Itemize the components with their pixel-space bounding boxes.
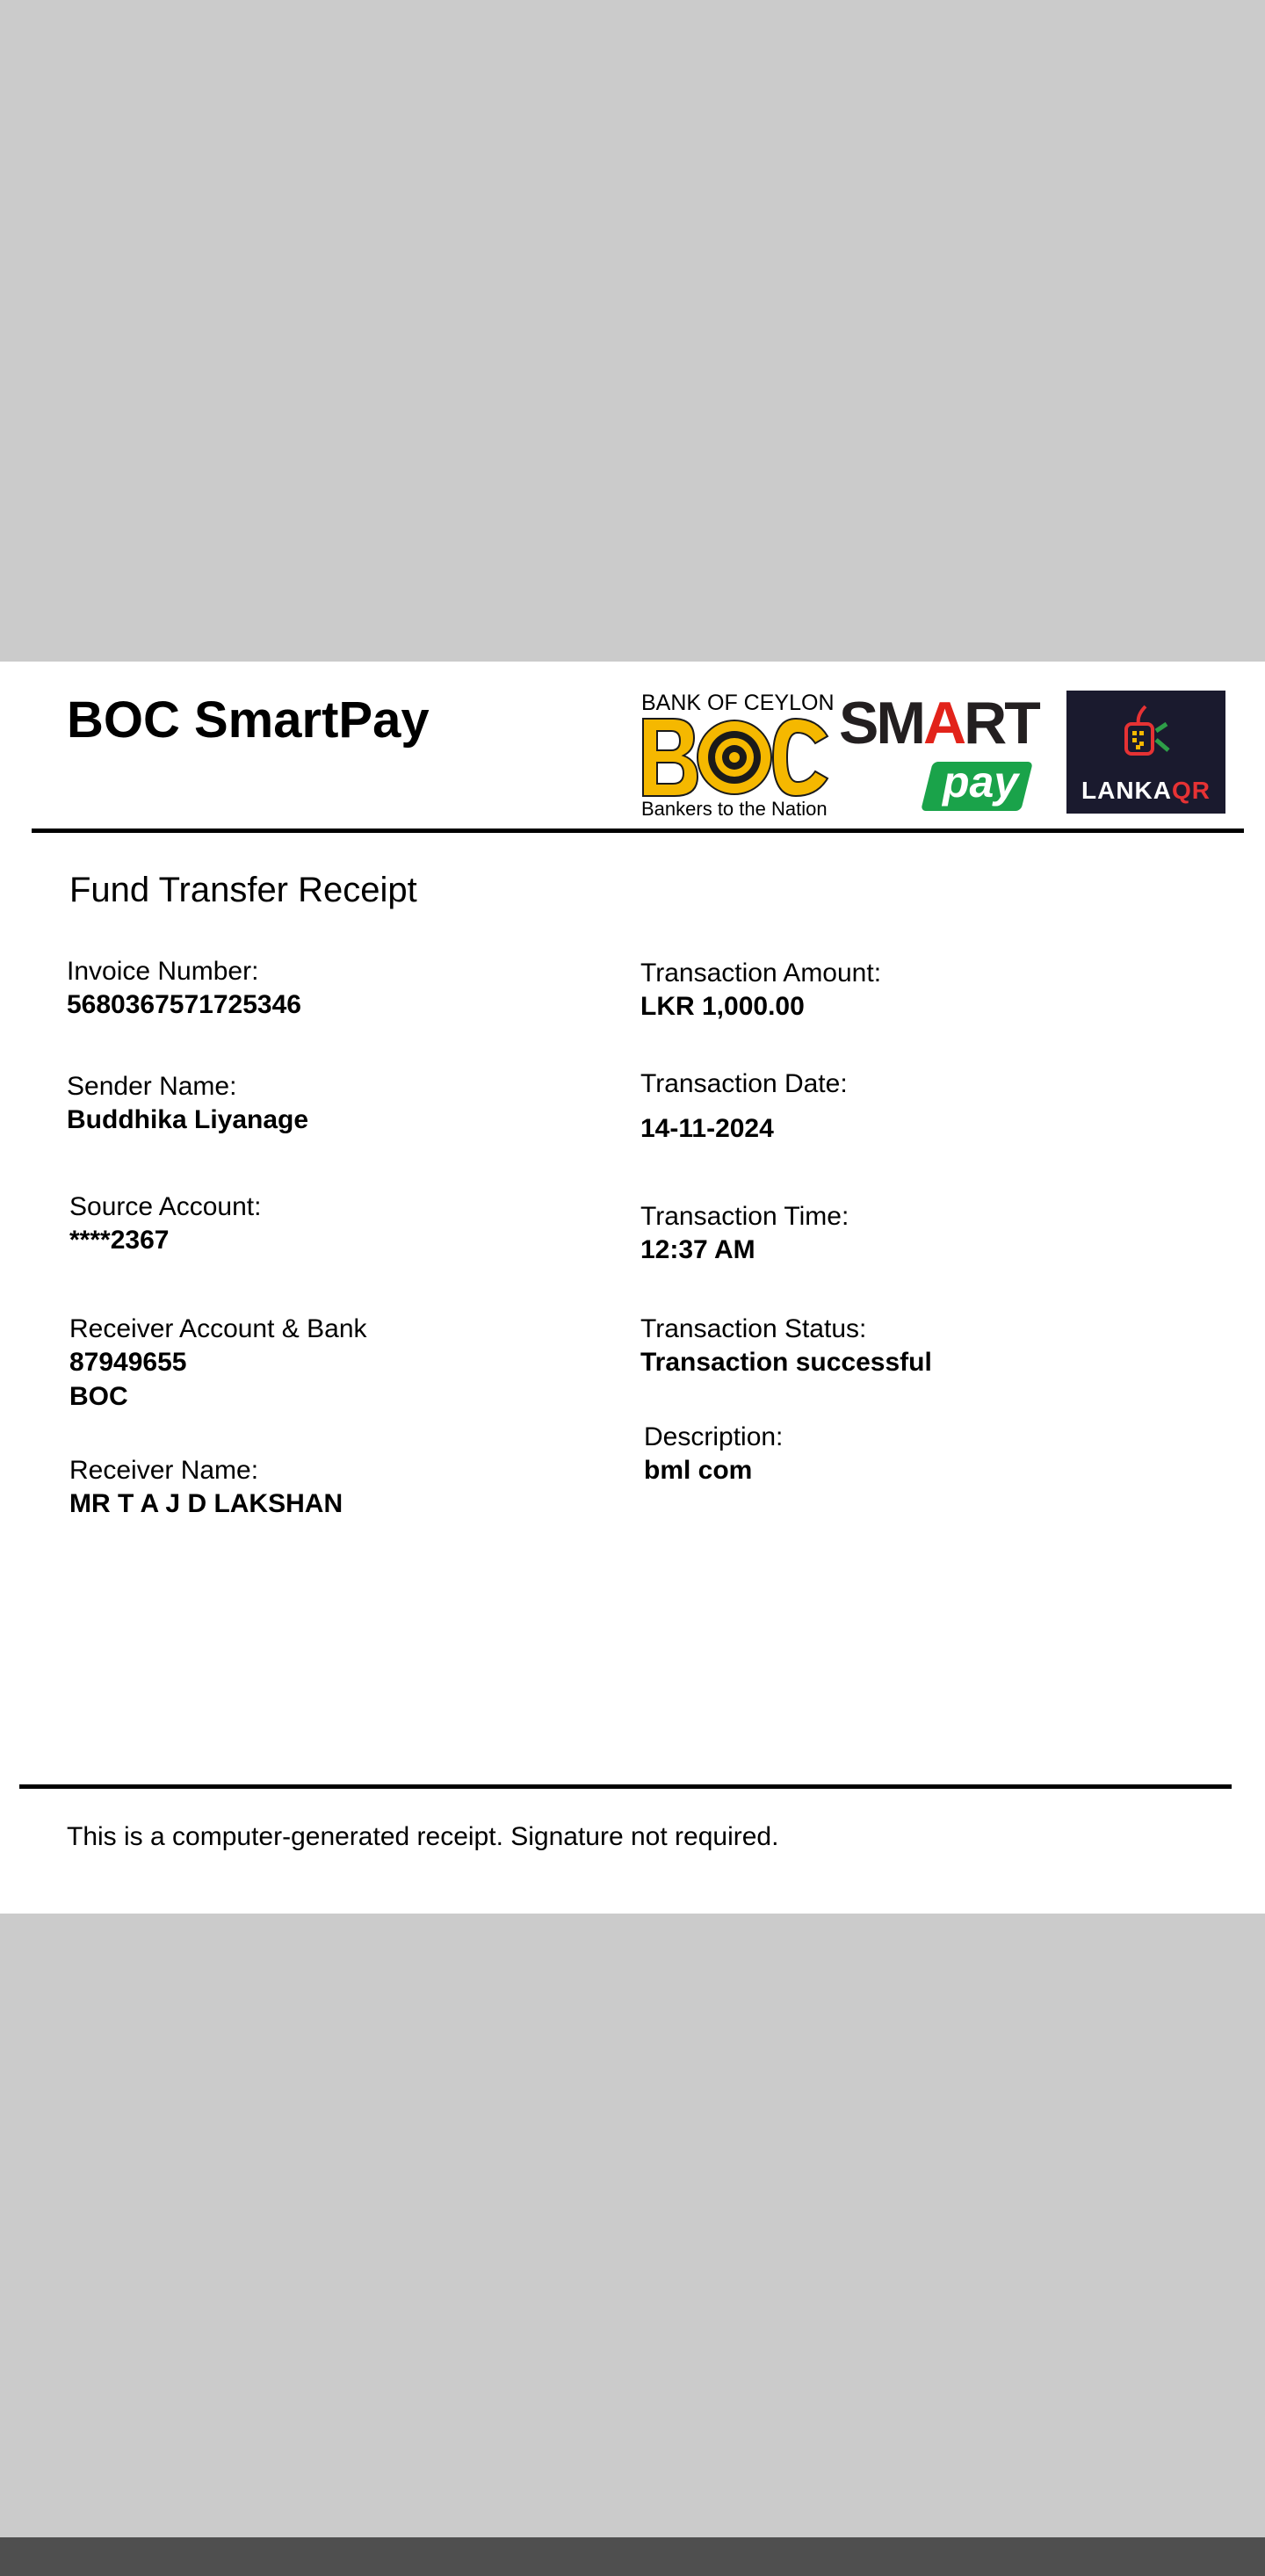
transaction-amount-label: Transaction Amount: xyxy=(640,959,882,988)
footer-note: This is a computer-generated receipt. Signature not required. xyxy=(67,1822,779,1851)
lankaqr-wordmark xyxy=(1066,778,1225,803)
app-title: BOC SmartPay xyxy=(67,691,430,749)
receiver-bank-value: BOC xyxy=(69,1382,128,1411)
lankaqr-logo xyxy=(1066,691,1225,814)
receiver-name-value: MR T A J D LAKSHAN xyxy=(69,1489,343,1518)
bottom-bar xyxy=(0,2537,1265,2576)
transaction-amount-value: LKR 1,000.00 xyxy=(640,992,805,1021)
boc-bank-name: BANK OF CEYLON xyxy=(641,691,835,715)
source-account-value: ****2367 xyxy=(69,1226,170,1255)
pay-wordmark: pay xyxy=(943,757,1019,807)
transaction-time-label: Transaction Time: xyxy=(640,1202,849,1231)
transaction-date-label: Transaction Date: xyxy=(640,1069,848,1098)
boc-letters-graphic xyxy=(641,717,831,798)
lankaqr-wordmark-lanka: LANKA xyxy=(1081,777,1172,804)
smart-wordmark-sm: SM xyxy=(839,690,923,756)
footer-divider xyxy=(19,1784,1232,1789)
smart-wordmark-rt: RT xyxy=(964,690,1038,756)
receipt-card xyxy=(0,662,1265,1914)
transaction-status-value: Transaction successful xyxy=(640,1348,932,1377)
smartpay-logo xyxy=(839,688,1041,820)
receiver-account-value: 87949655 xyxy=(69,1348,187,1377)
transaction-date-value: 14-11-2024 xyxy=(640,1114,774,1143)
source-account-label: Source Account: xyxy=(69,1192,262,1221)
lankaqr-icon xyxy=(1119,705,1172,766)
description-value: bml com xyxy=(644,1456,753,1485)
smart-wordmark-accent: A xyxy=(923,690,965,756)
lankaqr-wordmark-qr: QR xyxy=(1172,777,1211,804)
receipt-title: Fund Transfer Receipt xyxy=(69,871,417,909)
boc-tagline: Bankers to the Nation xyxy=(641,798,828,820)
receiver-name-label: Receiver Name: xyxy=(69,1456,259,1485)
transaction-time-value: 12:37 AM xyxy=(640,1235,755,1264)
smart-wordmark xyxy=(839,690,1038,756)
boc-logo xyxy=(641,691,835,824)
sender-name-value: Buddhika Liyanage xyxy=(67,1105,309,1134)
sender-name-label: Sender Name: xyxy=(67,1072,237,1101)
transaction-status-label: Transaction Status: xyxy=(640,1314,867,1343)
receiver-account-label: Receiver Account & Bank xyxy=(69,1314,367,1343)
invoice-number-label: Invoice Number: xyxy=(67,957,259,986)
invoice-number-value: 5680367571725346 xyxy=(67,990,301,1019)
header-divider xyxy=(32,829,1244,833)
description-label: Description: xyxy=(644,1422,784,1451)
